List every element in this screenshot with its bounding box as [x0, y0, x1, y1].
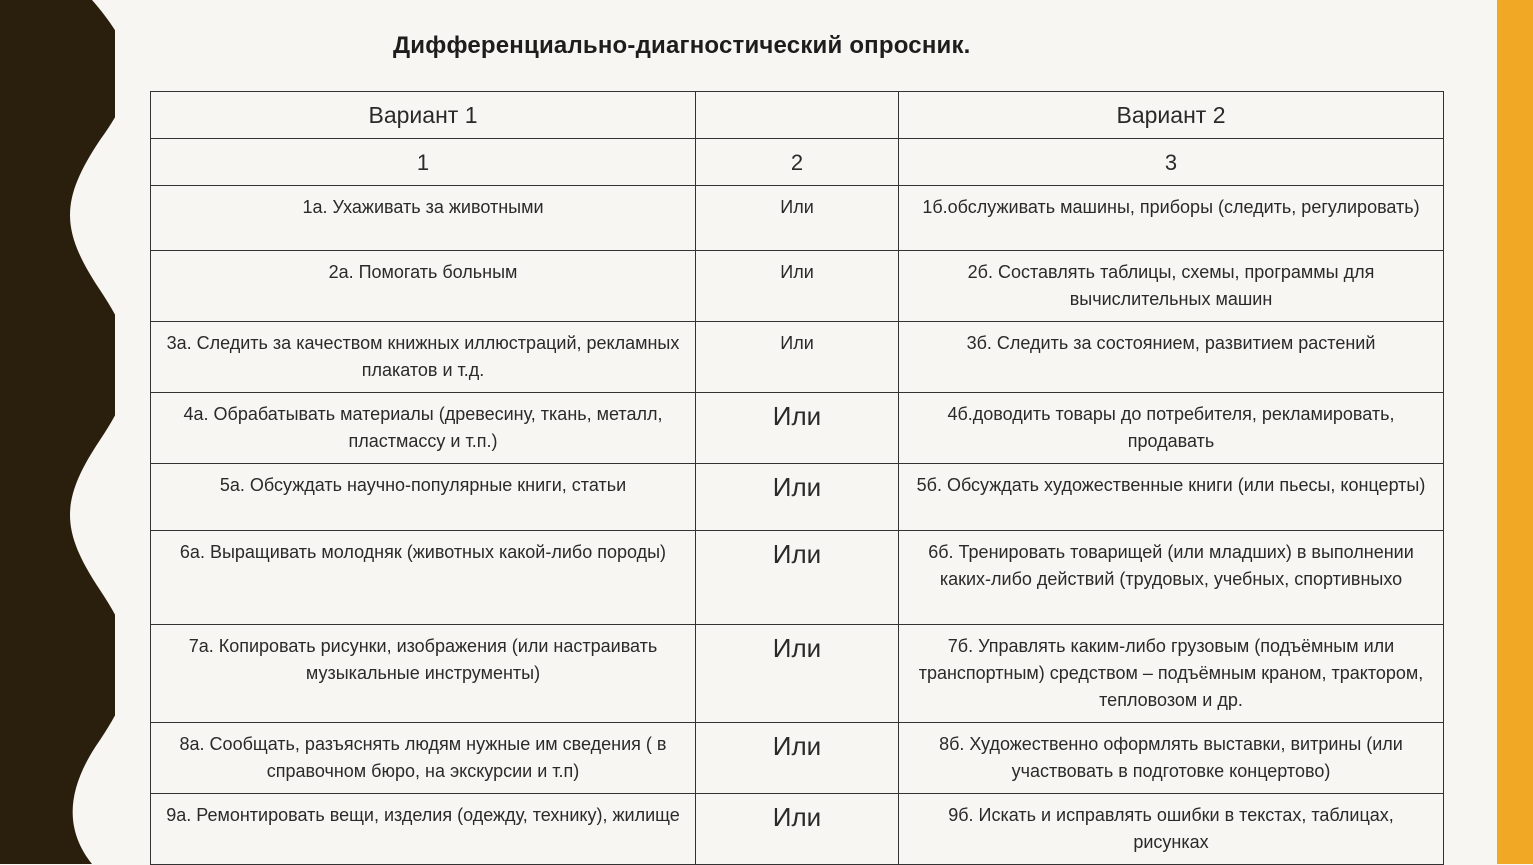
column-number-2: 2 — [696, 139, 899, 186]
or-label: Или — [696, 794, 899, 865]
questionnaire-table — [150, 91, 1444, 865]
table-row — [151, 322, 1444, 393]
option-a: 8а. Сообщать, разъяснять людям нужные им сведения ( в справочном бюро, на экскурсии и т.п) — [151, 723, 696, 794]
or-label: Или — [696, 723, 899, 794]
or-label: Или — [696, 625, 899, 723]
header-variant-2: Вариант 2 — [899, 92, 1444, 139]
table-row — [151, 393, 1444, 464]
table-row — [151, 794, 1444, 865]
option-b: 6б. Тренировать товарищей (или младших) в выполнении каких-либо действий (трудовых, учебных, спортивныхо — [899, 531, 1444, 625]
table-row — [151, 625, 1444, 723]
option-a: 9а. Ремонтировать вещи, изделия (одежду, технику), жилище — [151, 794, 696, 865]
option-a: 1а. Ухаживать за животными — [151, 186, 696, 251]
option-b: 7б. Управлять каким-либо грузовым (подъёмным или транспортным) средством – подъёмным краном, трактором, тепловозом и др. — [899, 625, 1444, 723]
option-a: 5а. Обсуждать научно-популярные книги, статьи — [151, 464, 696, 531]
option-b: 3б. Следить за состоянием, развитием растений — [899, 322, 1444, 393]
or-label: Или — [696, 186, 899, 251]
header-empty — [696, 92, 899, 139]
column-number-1: 1 — [151, 139, 696, 186]
option-b: 4б.доводить товары до потребителя, рекламировать, продавать — [899, 393, 1444, 464]
header-variant-1: Вариант 1 — [151, 92, 696, 139]
table-row — [151, 723, 1444, 794]
or-label: Или — [696, 251, 899, 322]
column-numbers-row — [151, 139, 1444, 186]
option-a: 6а. Выращивать молодняк (животных какой-либо породы) — [151, 531, 696, 625]
page-title: Дифференциально-диагностический опросник. — [393, 32, 971, 59]
option-a: 2а. Помогать больным — [151, 251, 696, 322]
right-accent-bar — [1497, 0, 1533, 864]
or-label: Или — [696, 531, 899, 625]
option-b: 8б. Художественно оформлять выставки, витрины (или участвовать в подготовке концертово) — [899, 723, 1444, 794]
option-b: 9б. Искать и исправлять ошибки в текстах, таблицах, рисунках — [899, 794, 1444, 865]
table-row — [151, 531, 1444, 625]
table-row — [151, 464, 1444, 531]
table-row — [151, 186, 1444, 251]
option-a: 3а. Следить за качеством книжных иллюстраций, рекламных плакатов и т.д. — [151, 322, 696, 393]
option-b: 2б. Составлять таблицы, схемы, программы для вычислительных машин — [899, 251, 1444, 322]
option-b: 5б. Обсуждать художественные книги (или пьесы, концерты) — [899, 464, 1444, 531]
left-wavy-band — [0, 0, 115, 864]
option-a: 4а. Обрабатывать материалы (древесину, ткань, металл, пластмассу и т.п.) — [151, 393, 696, 464]
table-row — [151, 251, 1444, 322]
or-label: Или — [696, 393, 899, 464]
column-number-3: 3 — [899, 139, 1444, 186]
option-b: 1б.обслуживать машины, приборы (следить, регулировать) — [899, 186, 1444, 251]
table-header-row — [151, 92, 1444, 139]
option-a: 7а. Копировать рисунки, изображения (или настраивать музыкальные инструменты) — [151, 625, 696, 723]
or-label: Или — [696, 322, 899, 393]
or-label: Или — [696, 464, 899, 531]
